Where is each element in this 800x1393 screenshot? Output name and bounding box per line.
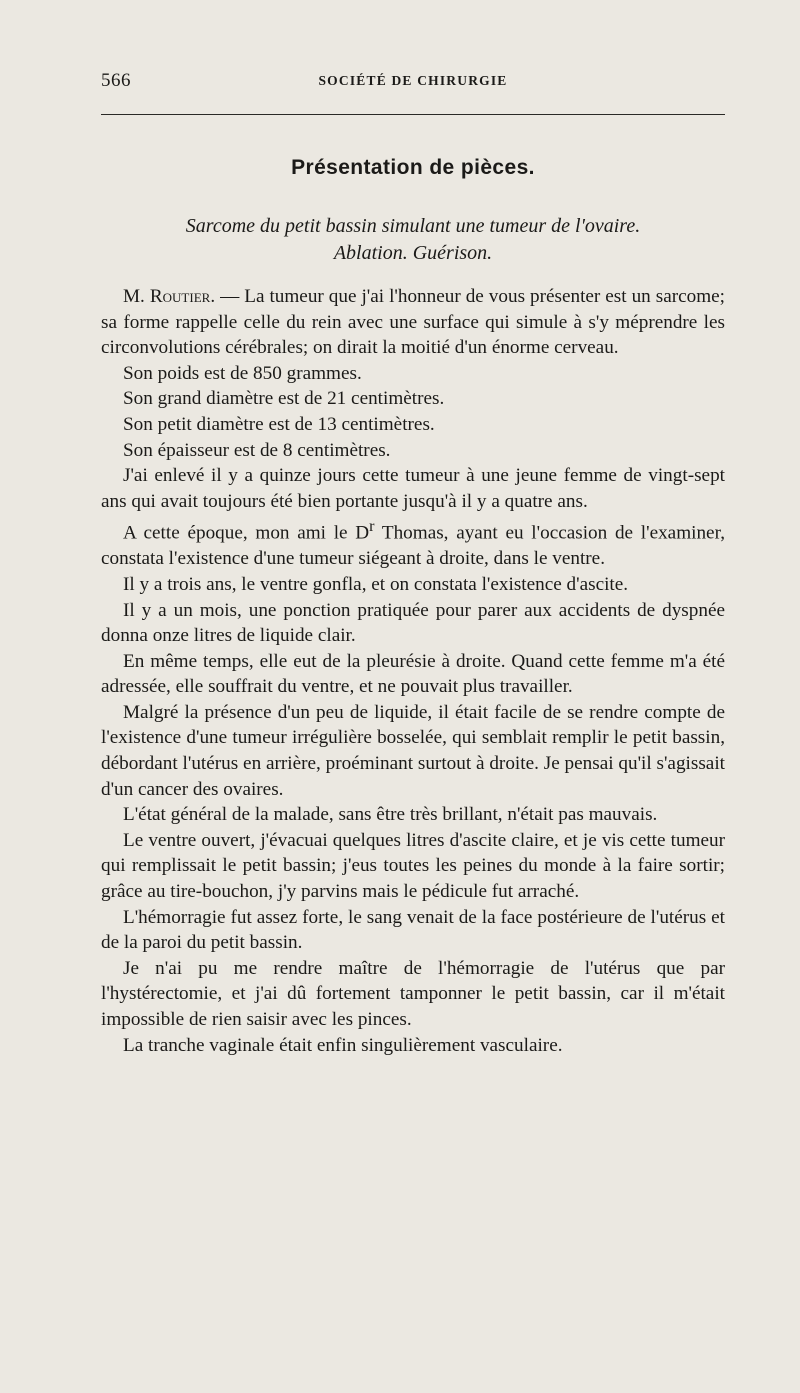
paragraph: Son poids est de 850 grammes. bbox=[123, 362, 362, 384]
paragraph: Je n'ai pu me rendre maître de l'hémorragie de l'utérus que par l'hystérectomie, et j'ai dû fortement tamponner le petit bassin, car il m'était impossible de rien saisir avec les pinces. bbox=[101, 957, 725, 1031]
paragraph: Il y a un mois, une ponction pratiquée pour parer aux accidents de dyspnée donna onze litres de liquide clair. bbox=[101, 599, 725, 647]
paragraph-text: Thomas, ayant eu l'occasion de l'examiner, constata l'existence d'une tumeur siégeant à droite, dans le ventre. bbox=[101, 522, 725, 570]
article-title-line-1: Sarcome du petit bassin simulant une tumeur de l'ovaire. bbox=[185, 215, 641, 237]
paragraph bbox=[101, 514, 725, 572]
paragraph-text: A cette époque, mon ami le D bbox=[123, 522, 370, 544]
header-divider bbox=[101, 114, 725, 115]
paragraph: Malgré la présence d'un peu de liquide, il était facile de se rendre compte de l'existence d'une tumeur irrégulière bosselée, qui semblait remplir le petit bassin, débordant l'utérus en arrière, proéminant surtout à droite. Je pensai qu'il s'agissait d'un cancer des ovaires. bbox=[101, 701, 725, 800]
running-header bbox=[101, 70, 725, 98]
paragraph: En même temps, elle eut de la pleurésie à droite. Quand cette femme m'a été adressée, elle souffrait du ventre, et ne pouvait plus travailler. bbox=[101, 650, 725, 698]
paragraph: Il y a trois ans, le ventre gonfla, et on constata l'existence d'ascite. bbox=[123, 573, 629, 595]
article-title bbox=[101, 213, 725, 267]
section-title: Présentation de pièces. bbox=[291, 156, 535, 179]
paragraph bbox=[101, 284, 725, 361]
article-body bbox=[101, 284, 725, 1058]
paragraph: La tranche vaginale était enfin singulièrement vasculaire. bbox=[123, 1034, 563, 1056]
paragraph: Son grand diamètre est de 21 centimètres. bbox=[123, 388, 445, 410]
journal-title: SOCIÉTÉ DE CHIRURGIE bbox=[318, 73, 508, 88]
superscript: r bbox=[369, 518, 375, 536]
paragraph: J'ai enlevé il y a quinze jours cette tumeur à une jeune femme de vingt-sept ans qui avait toujours été bien portante jusqu'à il y a quatre ans. bbox=[101, 465, 725, 512]
article-title-line-2: Ablation. Guérison. bbox=[333, 242, 493, 264]
paragraph: L'état général de la malade, sans être très brillant, n'était pas mauvais. bbox=[123, 804, 658, 826]
paragraph-text: . — La tumeur que j'ai l'honneur de vous présenter est un sarcome; sa forme rappelle celle du rein avec une surface qui simule à s'y méprendre les circonvolutions cérébrales; on dirait la moitié d'un énorme cerveau. bbox=[101, 286, 725, 359]
paragraph: L'hémorragie fut assez forte, le sang venait de la face postérieure de l'utérus et de la paroi du petit bassin. bbox=[101, 906, 725, 954]
author-prefix: M. bbox=[123, 286, 150, 307]
paragraph: Son épaisseur est de 8 centimètres. bbox=[123, 439, 391, 461]
page-number: 566 bbox=[101, 70, 131, 91]
paragraph: Son petit diamètre est de 13 centimètres. bbox=[123, 413, 435, 435]
paragraph: Le ventre ouvert, j'évacuai quelques litres d'ascite claire, et je vis cette tumeur qui remplissait le petit bassin; j'eus toutes les peines du monde à la faire sortir; grâce au tire-bouchon, j'y parvins mais le pédicule fut arraché. bbox=[101, 829, 725, 903]
author-name: Routier bbox=[149, 286, 211, 307]
